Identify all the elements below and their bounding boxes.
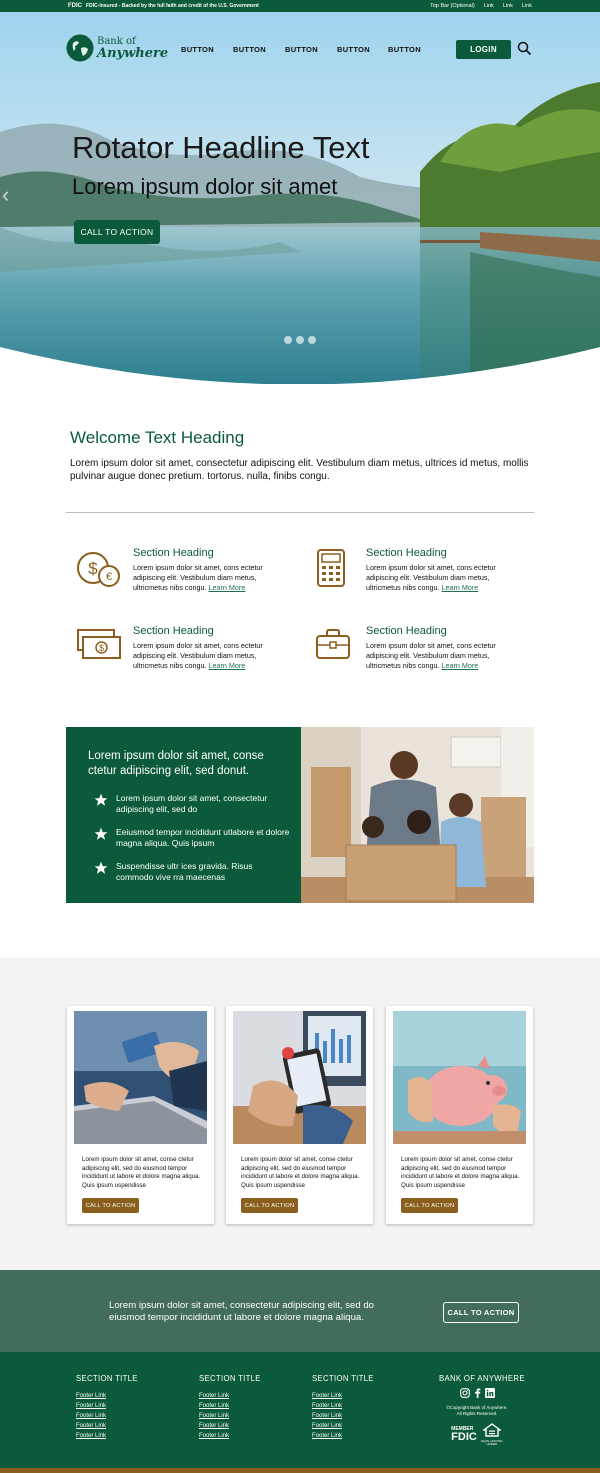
bank-logo-line1: Bank of [97, 35, 136, 47]
bank-logo-text [97, 37, 168, 60]
search-icon[interactable] [517, 41, 532, 56]
service-heading: Section Heading [133, 547, 214, 559]
card-text: Lorem ipsum dolor sit amet, conse ctetur adipiscing elit, sed do eiusmod tempor incididunt ut labore et dolore magna aliqua. Quis ipsum uspendisse [401, 1156, 520, 1190]
fdic-mini-logo: FDIC [68, 3, 82, 9]
learn-more-link[interactable]: Learn More [441, 583, 479, 592]
service-body: Lorem ipsum dolor sit amet, cons ectetur adipiscing elit. Vestibulum diam metus, ultricmetus nibs congu. [366, 563, 496, 592]
service-text [133, 641, 293, 671]
briefcase-icon [315, 628, 351, 660]
main-nav [0, 22, 600, 62]
member-fdic-line1: MEMBER [451, 1425, 474, 1432]
service-text [133, 563, 293, 593]
footer-link[interactable]: Footer Link [199, 1413, 230, 1419]
service-text [366, 641, 526, 671]
member-fdic-line2: FDIC [451, 1430, 477, 1443]
hero-rotator [0, 12, 600, 384]
equal-housing-lender-logo [481, 1423, 503, 1446]
facebook-icon[interactable] [474, 1388, 481, 1398]
card-mobile-banking-photo [233, 1011, 366, 1144]
nav-button-1[interactable]: BUTTON [181, 45, 214, 54]
cash-bills-icon [76, 628, 122, 660]
star-icon [94, 793, 108, 807]
footer-brand-title: BANK OF ANYWHERE [439, 1374, 525, 1383]
feature-bullet-text: Eeiusmod tempor incididunt utlabore et dolore magna aliqua. Quis ipsum [116, 827, 290, 848]
rotator-dot[interactable] [308, 336, 316, 344]
top-bar-link[interactable]: Link [521, 3, 532, 9]
social-links [439, 1388, 515, 1398]
footer-link[interactable]: Footer Link [312, 1423, 343, 1429]
footer-column-3 [312, 1374, 374, 1441]
equal-housing-icon [483, 1423, 501, 1437]
nav-button-4[interactable]: BUTTON [337, 45, 370, 54]
feature-bullet-text: Suspendisse ultr ices gravida. Risus commodo vive rra maecenas [116, 861, 253, 882]
login-button[interactable]: LOGIN [456, 40, 511, 59]
instagram-icon[interactable] [460, 1388, 470, 1398]
top-bar-link[interactable]: Link [483, 3, 494, 9]
bottom-accent-strip [0, 1468, 600, 1473]
welcome-heading: Welcome Text Heading [70, 428, 245, 447]
footer-column-1 [76, 1374, 138, 1441]
footer-link[interactable]: Footer Link [312, 1403, 343, 1409]
svg-text:$: $ [98, 643, 105, 653]
footer-link[interactable]: Footer Link [76, 1433, 107, 1439]
card-2 [226, 1006, 373, 1224]
hero-cta-button[interactable]: CALL TO ACTION [74, 220, 160, 244]
section-divider [66, 512, 534, 513]
equal-housing-lender-label: EQUAL HOUSING LENDER [481, 1440, 503, 1446]
nav-button-3[interactable]: BUTTON [285, 45, 318, 54]
footer-link[interactable]: Footer Link [76, 1403, 107, 1409]
cta-band-text: Lorem ipsum dolor sit amet, consectetur adipiscing elit, sed do eiusmod tempor incididunt ut labore et dolore magna aliqua. [109, 1300, 375, 1324]
nav-button-2[interactable]: BUTTON [233, 45, 266, 54]
footer-link[interactable]: Footer Link [76, 1393, 107, 1399]
top-bar-links [430, 3, 532, 9]
top-bar-link[interactable]: Link [502, 3, 513, 9]
service-body: Lorem ipsum dolor sit amet, cons ectetur adipiscing elit. Vestibulum diam metus, ultricmetus nibs congu. [133, 563, 263, 592]
footer-brand [439, 1374, 525, 1446]
learn-more-link[interactable]: Learn More [208, 661, 246, 670]
copyright-line: ©Copyright Bank of Anywhere. [446, 1405, 508, 1410]
footer-link[interactable]: Footer Link [199, 1423, 230, 1429]
card-text: Lorem ipsum dolor sit amet, conse ctetur adipiscing elit, sed do eiusmod tempor incididunt ut labore et dolore magna aliqua. Quis ipsum uspendisse [82, 1156, 201, 1190]
card-cta-button[interactable]: CALL TO ACTION [401, 1198, 458, 1213]
bank-logo[interactable] [66, 34, 168, 62]
top-bar [0, 0, 600, 12]
card-text: Lorem ipsum dolor sit amet, conse ctetur adipiscing elit, sed do eiusmod tempor incididunt ut labore et dolore magna aliqua. Quis ipsum uspendisse [241, 1156, 360, 1190]
bank-logo-line2: Anywhere [97, 45, 169, 61]
top-bar-link-optional[interactable]: Top Bar (Optional) [430, 3, 475, 9]
compliance-logos [439, 1423, 515, 1446]
service-body: Lorem ipsum dolor sit amet, cons ectetur adipiscing elit. Vestibulum diam metus, ultricmetus nibs congu. [133, 641, 263, 670]
footer-link[interactable]: Footer Link [312, 1393, 343, 1399]
card-piggy-bank-photo [393, 1011, 526, 1144]
linkedin-icon[interactable] [485, 1388, 495, 1398]
footer-section-title: SECTION TITLE [76, 1374, 138, 1383]
card-3 [386, 1006, 533, 1224]
hero-subheadline: Lorem ipsum dolor sit amet [72, 174, 338, 199]
welcome-text: Lorem ipsum dolor sit amet, consectetur adipiscing elit. Vestibulum diam metus, ultrices id metus, mollis pulvinar augue donec pretium. tortorus. nulla, finibs congu. [70, 458, 529, 482]
card-cta-button[interactable]: CALL TO ACTION [241, 1198, 298, 1213]
footer-link[interactable]: Footer Link [199, 1393, 230, 1399]
rotator-dot[interactable] [296, 336, 304, 344]
globe-logo-icon [66, 34, 94, 62]
cta-band [0, 1270, 600, 1352]
fdic-tagline: FDIC-Insured - Backed by the full faith and credit of the U.S. Government [86, 3, 259, 9]
hero-prev-arrow[interactable]: ‹ [2, 182, 10, 207]
calculator-icon [316, 548, 346, 588]
cta-band-button[interactable]: CALL TO ACTION [443, 1302, 519, 1323]
feature-bullet-text: Lorem ipsum dolor sit amet, consectetur adipiscing elit, sed do [116, 793, 268, 814]
footer-link[interactable]: Footer Link [76, 1423, 107, 1429]
rotator-dots [284, 336, 316, 344]
footer [0, 1352, 600, 1468]
footer-link[interactable]: Footer Link [312, 1433, 343, 1439]
hero-headline: Rotator Headline Text [72, 130, 370, 165]
service-heading: Section Heading [366, 547, 447, 559]
rotator-dot[interactable] [284, 336, 292, 344]
star-icon [94, 861, 108, 875]
footer-column-2 [199, 1374, 261, 1441]
card-laptop-credit-card-photo [74, 1011, 207, 1144]
nav-button-5[interactable]: BUTTON [388, 45, 421, 54]
card-cta-button[interactable]: CALL TO ACTION [82, 1198, 139, 1213]
learn-more-link[interactable]: Learn More [208, 583, 246, 592]
member-fdic-logo [451, 1427, 477, 1443]
service-text [366, 563, 526, 593]
footer-section-title: SECTION TITLE [312, 1374, 374, 1383]
footer-section-title: SECTION TITLE [199, 1374, 261, 1383]
footer-link[interactable]: Footer Link [199, 1403, 230, 1409]
feature-panel [66, 727, 534, 903]
card-1 [67, 1006, 214, 1224]
footer-link[interactable]: Footer Link [312, 1413, 343, 1419]
service-heading: Section Heading [366, 625, 447, 637]
footer-link[interactable]: Footer Link [76, 1413, 107, 1419]
copyright [439, 1405, 515, 1417]
footer-link[interactable]: Footer Link [199, 1433, 230, 1439]
service-body: Lorem ipsum dolor sit amet, cons ectetur adipiscing elit. Vestibulum diam metus, ultricmetus nibs congu. [366, 641, 496, 670]
star-icon [94, 827, 108, 841]
svg-text:$: $ [88, 559, 98, 578]
svg-text:€: € [105, 571, 113, 583]
copyright-line: All Rights Reserved. [456, 1411, 498, 1416]
feature-heading: Lorem ipsum dolor sit amet, conse ctetur adipiscing elit, sed donut. [88, 750, 264, 777]
service-heading: Section Heading [133, 625, 214, 637]
learn-more-link[interactable]: Learn More [441, 661, 479, 670]
currency-coins-icon [76, 549, 122, 587]
family-moving-photo [301, 727, 534, 903]
